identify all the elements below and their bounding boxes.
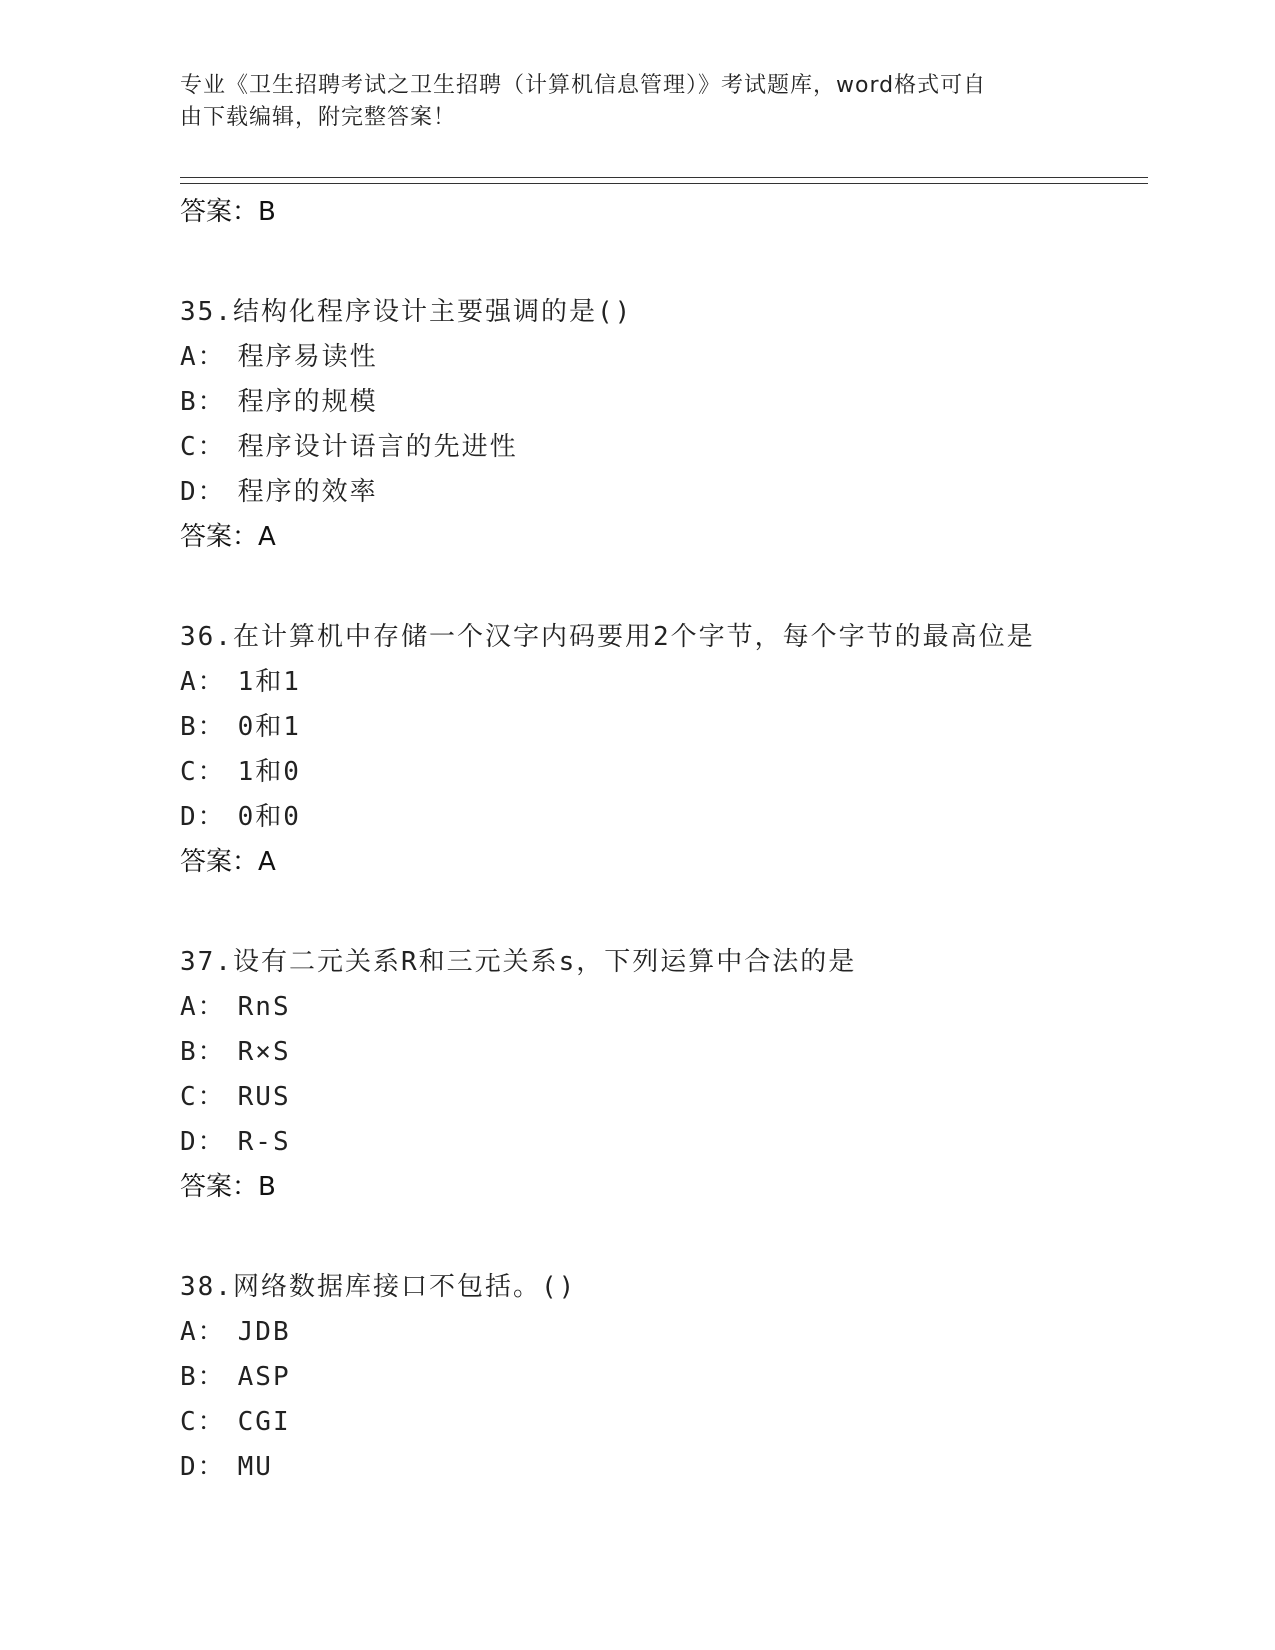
option-text: MU bbox=[237, 1452, 273, 1482]
option-b bbox=[180, 380, 1140, 425]
option-text: CGI bbox=[237, 1407, 291, 1437]
option-b bbox=[180, 1030, 1140, 1075]
question-stem: 37.设有二元关系R和三元关系s，下列运算中合法的是 bbox=[180, 947, 857, 977]
option-c bbox=[180, 750, 1140, 795]
option-text: RnS bbox=[237, 992, 291, 1022]
option-a bbox=[180, 985, 1140, 1030]
option-key: B： bbox=[180, 712, 226, 742]
question-list bbox=[180, 190, 1140, 1490]
option-c bbox=[180, 425, 1140, 470]
option-text: ASP bbox=[237, 1362, 291, 1392]
option-key: A： bbox=[180, 342, 226, 372]
question-block bbox=[180, 1265, 1140, 1490]
question-block bbox=[180, 940, 1140, 1209]
option-a bbox=[180, 335, 1140, 380]
option-text: RUS bbox=[237, 1082, 291, 1112]
header-divider-bottom bbox=[180, 183, 1148, 184]
option-d bbox=[180, 470, 1140, 515]
option-key: A： bbox=[180, 1317, 226, 1347]
option-text: 0和1 bbox=[237, 712, 301, 742]
option-d bbox=[180, 1120, 1140, 1165]
option-text: 1和1 bbox=[237, 667, 301, 697]
answer-line: 答案：A bbox=[180, 847, 276, 877]
option-key: C： bbox=[180, 432, 226, 462]
question-block bbox=[180, 615, 1140, 884]
header-divider-top bbox=[180, 177, 1148, 178]
option-b bbox=[180, 705, 1140, 750]
answer-line: 答案：B bbox=[180, 1172, 276, 1202]
option-text: 程序的效率 bbox=[237, 477, 378, 507]
option-key: D： bbox=[180, 1127, 226, 1157]
option-key: B： bbox=[180, 1037, 226, 1067]
option-text: 0和0 bbox=[237, 802, 301, 832]
option-key: C： bbox=[180, 1082, 226, 1112]
option-a bbox=[180, 660, 1140, 705]
option-text: JDB bbox=[237, 1317, 291, 1347]
option-text: R-S bbox=[237, 1127, 291, 1157]
option-text: 程序的规模 bbox=[237, 387, 378, 417]
answer-line: 答案：A bbox=[180, 522, 276, 552]
option-key: D： bbox=[180, 477, 226, 507]
option-text: 程序易读性 bbox=[237, 342, 378, 372]
option-a bbox=[180, 1310, 1140, 1355]
option-key: B： bbox=[180, 1362, 226, 1392]
question-stem: 38.网络数据库接口不包括。() bbox=[180, 1272, 577, 1302]
option-text: 程序设计语言的先进性 bbox=[237, 432, 518, 462]
option-key: A： bbox=[180, 992, 226, 1022]
option-text: 1和0 bbox=[237, 757, 301, 787]
option-d bbox=[180, 795, 1140, 840]
option-d bbox=[180, 1445, 1140, 1490]
option-c bbox=[180, 1400, 1140, 1445]
option-key: C： bbox=[180, 757, 226, 787]
question-block bbox=[180, 290, 1140, 559]
answer-line: 答案：B bbox=[180, 197, 276, 227]
header-line-2: 由下载编辑，附完整答案！ bbox=[180, 105, 457, 130]
question-stem: 35.结构化程序设计主要强调的是() bbox=[180, 297, 633, 327]
option-b bbox=[180, 1355, 1140, 1400]
question-stem: 36.在计算机中存储一个汉字内码要用2个字节，每个字节的最高位是 bbox=[180, 622, 1035, 652]
header-line-1: 专业《卫生招聘考试之卫生招聘（计算机信息管理）》考试题库，word格式可自 bbox=[180, 73, 987, 98]
option-key: A： bbox=[180, 667, 226, 697]
option-text: R×S bbox=[237, 1037, 291, 1067]
option-key: D： bbox=[180, 1452, 226, 1482]
document-header bbox=[180, 70, 1060, 134]
option-key: D： bbox=[180, 802, 226, 832]
option-c bbox=[180, 1075, 1140, 1120]
option-key: C： bbox=[180, 1407, 226, 1437]
option-key: B： bbox=[180, 387, 226, 417]
